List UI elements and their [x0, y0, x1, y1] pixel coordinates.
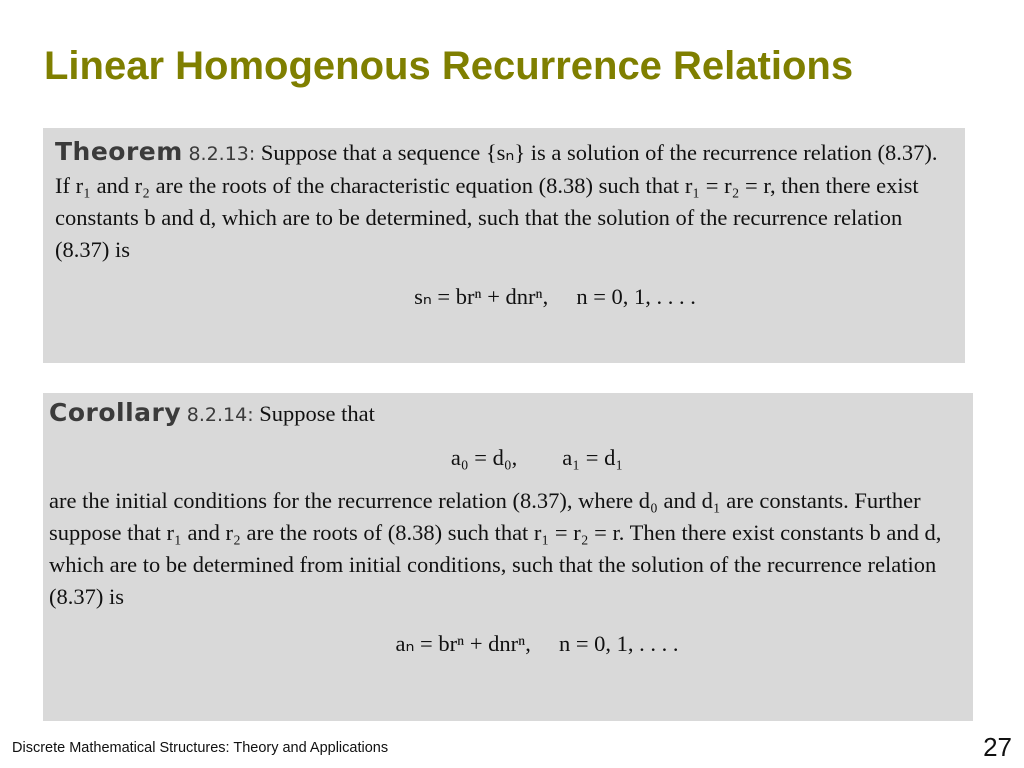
corollary-box	[43, 393, 973, 721]
corollary-formula: aₙ = brⁿ + dnrⁿ, n = 0, 1, . . . .	[395, 631, 679, 656]
theorem-number: 8.2.13:	[188, 143, 256, 165]
theorem-formula: sₙ = brⁿ + dnrⁿ, n = 0, 1, . . . .	[414, 284, 696, 309]
theorem-paragraph	[55, 136, 955, 266]
page-number: 27	[983, 732, 1012, 762]
corollary-number: 8.2.14:	[186, 404, 254, 426]
slide-title: Linear Homogenous Recurrence Relations	[44, 44, 854, 88]
corollary-heading-line	[49, 397, 963, 431]
theorem-text: Suppose that a sequence {sₙ} is a solution of the recurrence relation (8.37). If r₁ and r₂ are the roots of the characteristic equation (8.38) such that r₁ = r₂ = r, then there exist constants b and d, which are to be determined, such that the solution of the recurrence relation (8.37) is	[55, 140, 938, 262]
corollary-intro: Suppose that	[259, 401, 375, 426]
corollary-text: are the initial conditions for the recurrence relation (8.37), where d₀ and d₁ are constants. Further suppose that r₁ and r₂ are the roots of (8.38) such that r₁ = r₂ = r. Then there exist constants b and d, which are to be determined from initial conditions, such that the solution of the recurrence relation (8.37) is	[49, 488, 942, 609]
corollary-label: Corollary	[49, 398, 182, 427]
theorem-box	[43, 128, 965, 363]
footer-source: Discrete Mathematical Structures: Theory and Applications	[12, 740, 389, 756]
theorem-label: Theorem	[55, 137, 183, 166]
corollary-initial-conditions: a₀ = d₀, a₁ = d₁	[450, 445, 624, 470]
